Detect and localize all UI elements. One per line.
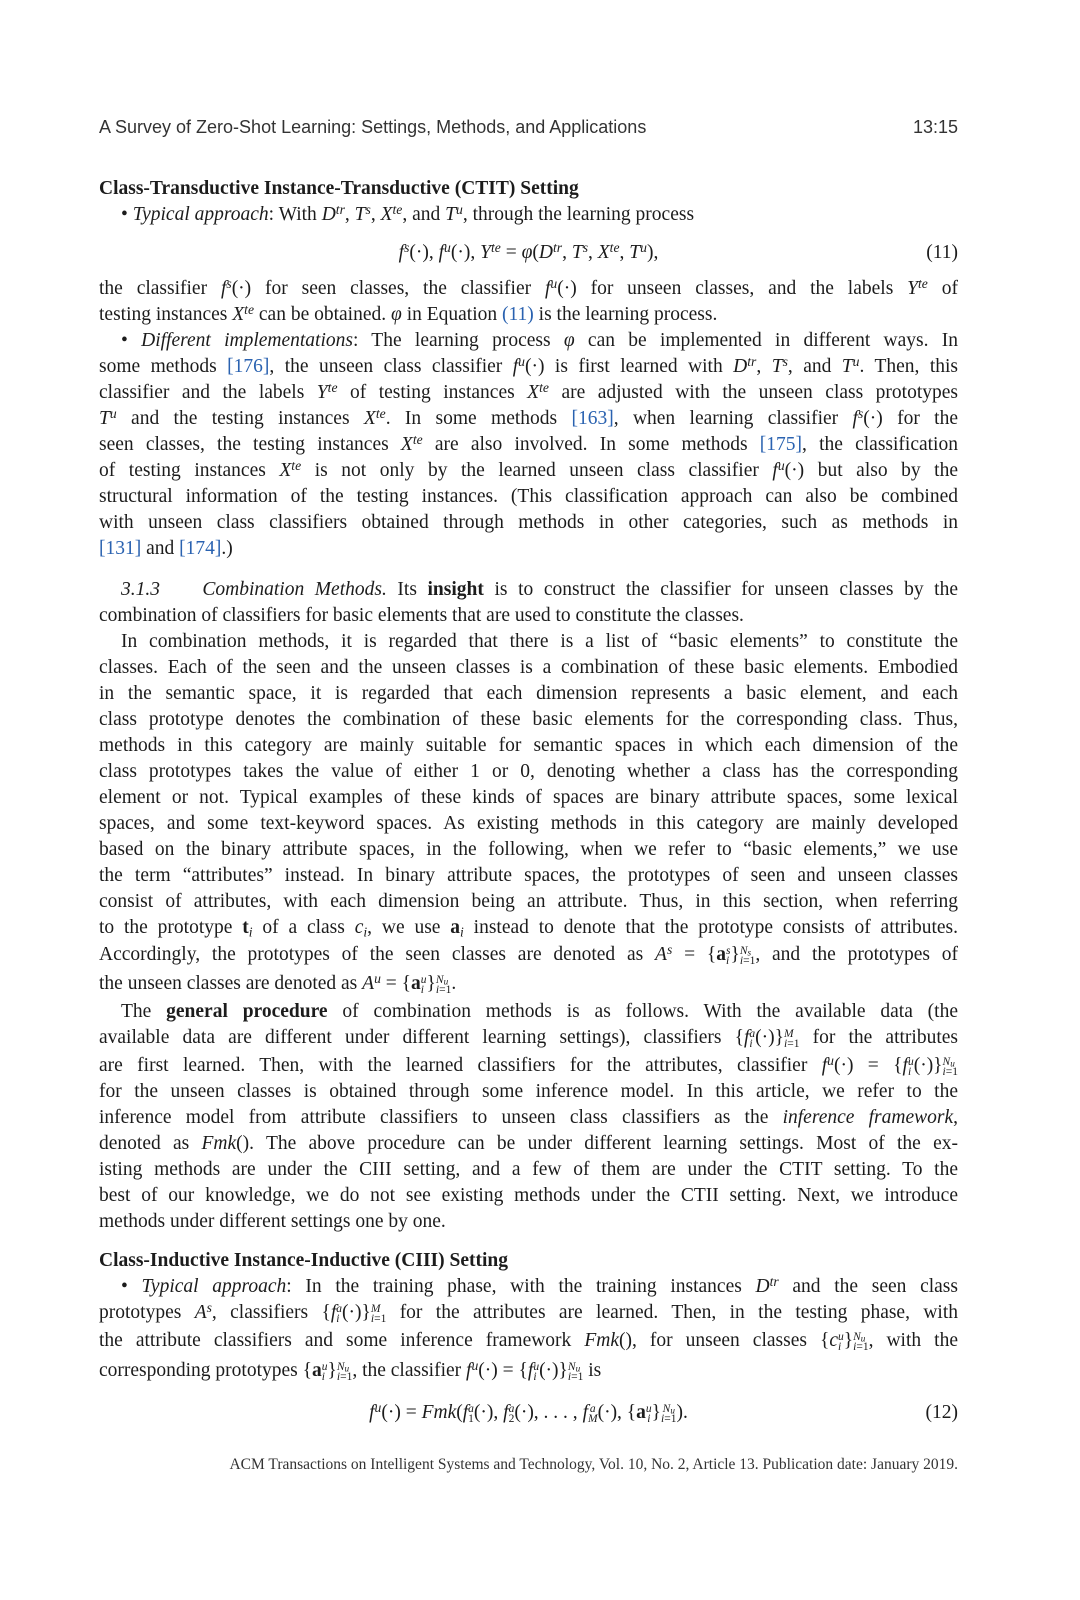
- line-content: $T^u$ and the testing instances $X^{te}$. In some methods [163], when learning classifier $f^s(\cdot)$ for the: [99, 405, 958, 429]
- citation-link[interactable]: [131]: [99, 538, 142, 559]
- line-content: In combination methods, it is regarded that there is a list of “basic elements” to constitute the: [121, 631, 958, 652]
- section-heading: [99, 176, 958, 202]
- line-content: combination of classifiers for basic elements that are used to constitute the classes.: [99, 605, 744, 626]
- text-line: [99, 837, 958, 863]
- text-line: [99, 1079, 958, 1105]
- line-content: the term “attributes” instead. In binary attribute spaces, the prototypes of seen and unseen classes: [99, 865, 958, 886]
- text-line: [99, 733, 958, 759]
- line-content: classifier and the labels $Y^{te}$ of testing instances $X^{te}$ are adjusted with the unseen class prototypes: [99, 379, 958, 403]
- text-line: [99, 1105, 958, 1131]
- text-line: [99, 510, 958, 536]
- line-content: for the unseen classes is obtained through some inference model. In this article, we refer to the: [99, 1081, 958, 1102]
- line-content: Class-Inductive Instance-Inductive (CIII) Setting: [99, 1250, 508, 1271]
- text-line: [99, 484, 958, 510]
- text-line: [99, 889, 958, 915]
- line-content: in the semantic space, it is regarded that each dimension represents a basic element, and each: [99, 683, 958, 704]
- text-line: [99, 328, 958, 354]
- line-content: • Typical approach: With $D^{tr}$, $T^s$, $X^{te}$, and $T^u$, through the learning process: [121, 201, 695, 225]
- line-content: some methods [176], the unseen class classifier $f^u(\cdot)$ is first learned with $D^{tr}$, $T^s$, and $T^u$. Then, this: [99, 353, 959, 377]
- text-line: [99, 1358, 958, 1384]
- citation-link[interactable]: [163]: [571, 408, 614, 429]
- text-line: [99, 915, 958, 941]
- line-content: methods under different settings one by one.: [99, 1211, 446, 1232]
- line-content: Accordingly, the prototypes of the seen classes are denoted as $A^s = \{a$ s i } $N_s$ i=1 , and the prototypes of: [99, 941, 959, 967]
- text-line: [99, 1025, 958, 1051]
- line-content: $f^u(\cdot) = Fmk(f$ a 1 (·), f a 2 (·), . . . , f a M (·), {a u i } $N_u$ i=1 ).: [369, 1399, 688, 1425]
- line-content: seen classes, the testing instances $X^{te}$ are also involved. In some methods [175], the classification: [99, 431, 958, 455]
- text-line: [99, 999, 958, 1025]
- text-line: [99, 1157, 958, 1183]
- text-line: [99, 603, 958, 629]
- text-line: [99, 655, 958, 681]
- text-line: [99, 971, 958, 997]
- line-content: isting methods are under the CIII setting, and a few of them are under the CTIT setting. To the: [99, 1159, 958, 1180]
- line-content: of testing instances $X^{te}$ is not only by the learned unseen class classifier $f^u(\cdot)$ but also by the: [99, 457, 958, 481]
- equation: [99, 240, 958, 266]
- section-heading: [99, 1248, 958, 1274]
- line-content: Class-Transductive Instance-Transductive (CTIT) Setting: [99, 178, 579, 199]
- text-line: [99, 811, 958, 837]
- text-line: [99, 1131, 958, 1157]
- text-line: [99, 1274, 958, 1300]
- line-content: class prototypes takes the value of either 1 or 0, denoting whether a class has the corresponding: [99, 761, 958, 782]
- line-content: prototypes $A^s$, classifiers {f a i (·)} M i=1 for the attributes are learned. Then, in the testing phase, with: [99, 1299, 958, 1325]
- line-content: inference model from attribute classifiers to unseen class classifiers as the inference framework,: [99, 1107, 958, 1128]
- line-content: the attribute classifiers and some inference framework Fmk(), for unseen classes {c u i } $N_u$ i=1 , with the: [99, 1330, 958, 1353]
- text-line: [99, 759, 958, 785]
- line-content: the unseen classes are denoted as $A^u = \{a$ u i } $N_u$ i=1 .: [99, 970, 457, 996]
- line-content: consist of attributes, with each dimension being an attribute. Thus, in this section, when referring: [99, 891, 958, 912]
- line-content: methods in this category are mainly suitable for semantic spaces in which each dimension of the: [99, 735, 958, 756]
- text-line: [99, 1053, 958, 1079]
- citation-link[interactable]: [174]: [179, 538, 222, 559]
- line-content: [131] and [174].): [99, 538, 233, 559]
- line-content: spaces, and some text-keyword spaces. As existing methods in this category are mainly developed: [99, 813, 958, 834]
- text-line: [99, 302, 958, 328]
- equation-number: (12): [925, 1402, 958, 1423]
- line-content: available data are different under different learning settings), classifiers {f a i (·)} M i=1 for the attributes: [99, 1027, 958, 1050]
- text-line: [99, 276, 958, 302]
- line-content: class prototype denotes the combination of these basic elements for the corresponding class. Thus,: [99, 709, 958, 730]
- line-content: $f^s(\cdot)$, $f^u(\cdot)$, $Y^{te} = \varphi(D^{tr}$, $T^s$, $X^{te}$, $T^u$),: [398, 239, 659, 263]
- line-content: 3.1.3 Combination Methods. Its insight is to construct the classifier for unseen classes by the: [121, 579, 958, 600]
- line-content: The general procedure of combination methods is as follows. With the available data (the: [121, 1001, 958, 1022]
- text-line: [99, 202, 958, 228]
- line-content: are first learned. Then, with the learned classifiers for the attributes, classifier $f^u(\cdot) = \{f$ u i (·)} $N_u$ i=1: [99, 1052, 958, 1078]
- text-line: [99, 1183, 958, 1209]
- text-line: [99, 406, 958, 432]
- line-content: classes. Each of the seen and the unseen classes is a combination of these basic elements. Embodied: [99, 657, 958, 678]
- line-content: structural information of the testing instances. (This classification approach can also be combined: [99, 486, 958, 507]
- text-line: [99, 536, 958, 562]
- line-content: with unseen class classifiers obtained through methods in other categories, such as methods in: [99, 512, 958, 533]
- line-content: denoted as Fmk(). The above procedure can be under different learning settings. Most of the ex-: [99, 1133, 958, 1154]
- page-number: 13:15: [912, 117, 958, 137]
- text-line: [99, 942, 958, 968]
- text-line: [99, 707, 958, 733]
- citation-link[interactable]: (11): [502, 304, 534, 325]
- text-line: [99, 863, 958, 889]
- text-line: [99, 458, 958, 484]
- equation-number: (11): [926, 242, 958, 263]
- text-line: [99, 380, 958, 406]
- equation: [99, 1400, 958, 1426]
- journal-footer: ACM Transactions on Intelligent Systems and Technology, Vol. 10, No. 2, Article 13. Publication date: January 2019.: [229, 1456, 958, 1473]
- text-line: [99, 629, 958, 655]
- line-content: element or not. Typical examples of these kinds of spaces are binary attribute spaces, some lexical: [99, 787, 958, 808]
- line-content: best of our knowledge, we do not see existing methods under the CTII setting. Next, we introduce: [99, 1185, 958, 1206]
- text-line: [99, 1300, 958, 1326]
- line-content: the classifier $f^s(\cdot)$ for seen classes, the classifier $f^u(\cdot)$ for unseen classes, and the labels $Y^{te}$ of: [99, 275, 958, 299]
- text-line: [99, 785, 958, 811]
- line-content: • Different implementations: The learning process φ can be implemented in different ways. In: [121, 330, 958, 351]
- line-content: to the prototype $t_i$ of a class $c_i$, we use $a_i$ instead to denote that the prototype consists of attributes.: [99, 917, 958, 940]
- text-line: [99, 1328, 958, 1354]
- text-line: [99, 1209, 958, 1235]
- line-content: testing instances $X^{te}$ can be obtained. φ in Equation (11) is the learning process.: [99, 301, 718, 325]
- line-content: corresponding prototypes {a u i } $N_u$ i=1 , the classifier $f^u(\cdot) = \{f$ u i (·)} $N_u$ i=1 is: [99, 1357, 602, 1383]
- text-line: [99, 354, 958, 380]
- text-line: [99, 577, 958, 603]
- line-content: • Typical approach: In the training phase, with the training instances $D^{tr}$ and the seen class: [121, 1273, 958, 1297]
- running-header-title: A Survey of Zero-Shot Learning: Settings, Methods, and Applications: [99, 117, 647, 137]
- text-line: [99, 681, 958, 707]
- line-content: based on the binary attribute spaces, in the following, when we refer to “basic elements,” we use: [99, 839, 958, 860]
- citation-link[interactable]: [175]: [759, 434, 803, 455]
- citation-link[interactable]: [176]: [227, 356, 270, 377]
- text-line: [99, 432, 958, 458]
